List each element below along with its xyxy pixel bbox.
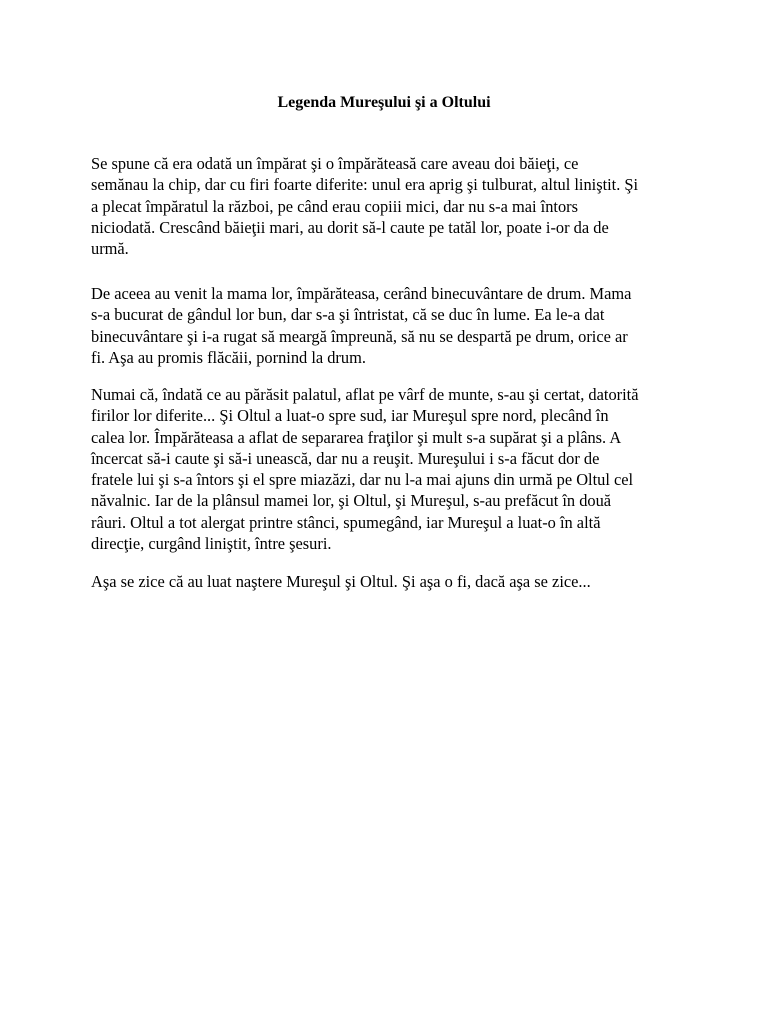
text-line: râuri. Oltul a tot alergat printre stânci, spumegând, iar Mureşul a luat-o în altă (91, 512, 601, 532)
paragraph-4 (91, 571, 691, 592)
text-line: semănau la chip, dar cu firi foarte diferite: unul era aprig şi tulburat, altul liniştit. Şi (91, 175, 639, 195)
text-line: direcţie, curgând liniştit, între şesuri. (91, 534, 332, 554)
text-line: fratele lui şi s-a întors şi el spre miazăzi, dar nu l-a mai ajuns din urmă pe Oltul cel (91, 470, 634, 490)
text-line: Aşa se zice că au luat naştere Mureşul şi Oltul. Şi aşa o fi, dacă aşa se zice... (91, 572, 591, 591)
text-line: năvalnic. Iar de la plânsul mamei lor, şi Oltul, şi Mureşul, s-au prefăcut în două (91, 491, 612, 511)
text-line: s-a bucurat de gândul lor bun, dar s-a şi întristat, că se duc în lume. Ea le-a dat (91, 305, 605, 325)
document-title: Legenda Mureşului şi a Oltului (277, 94, 491, 111)
paragraph-3 (91, 384, 691, 554)
text-line: Se spune că era odată un împărat şi o împărăteasă care aveau doi băieţi, ce (91, 154, 579, 173)
text-line: binecuvântare şi i-a rugat să meargă împreună, să nu se despartă pe drum, orice ar (91, 326, 628, 346)
text-line: a plecat împăratul la război, pe când erau copiii mici, dar nu s-a mai întors (91, 196, 578, 216)
text-line: firilor lor diferite... Şi Oltul a luat-o spre sud, iar Mureşul spre nord, plecând în (91, 406, 609, 426)
text-line: Numai că, îndată ce au părăsit palatul, aflat pe vârf de munte, s-au şi certat, datorită (91, 385, 639, 404)
paragraph-1 (91, 153, 691, 259)
text-line: De aceea au venit la mama lor, împărăteasa, cerând binecuvântare de drum. Mama (91, 284, 632, 303)
text-line: fi. Aşa au promis flăcăii, pornind la drum. (91, 347, 366, 367)
text-line: calea lor. Împărăteasa a aflat de separarea fraţilor şi mult s-a supărat şi a plâns. A (91, 427, 622, 447)
text-line: urmă. (91, 239, 129, 259)
text-line: încercat să-i caute şi să-i unească, dar nu a reuşit. Mureşului i s-a făcut dor de (91, 448, 600, 468)
paragraph-2 (91, 283, 691, 368)
text-line: niciodată. Crescând băieţii mari, au dorit să-l caute pe tatăl lor, poate i-or da de (91, 217, 609, 237)
